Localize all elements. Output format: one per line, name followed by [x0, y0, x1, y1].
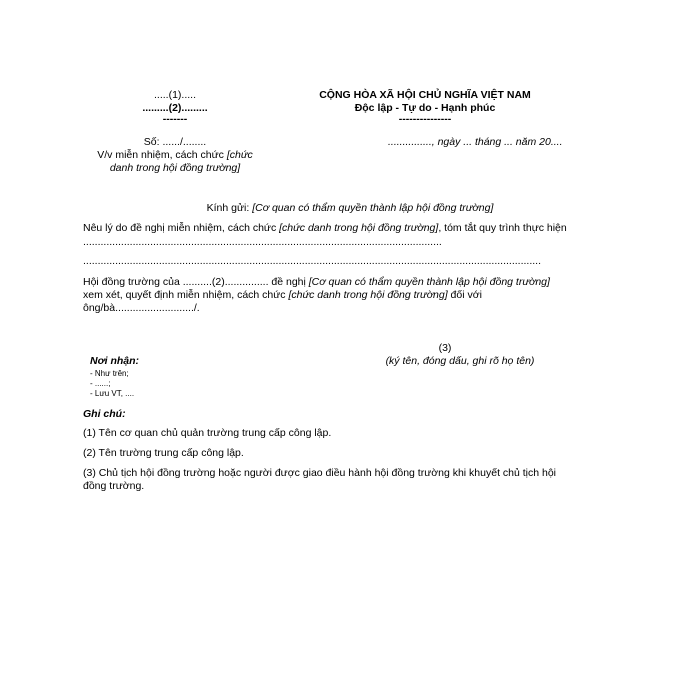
subject-italic: [chức	[226, 149, 253, 161]
recipient-line	[80, 202, 620, 215]
recipient-value: [Cơ quan có thẩm quyền thành lập hội đồng trường]	[252, 202, 494, 214]
reason-summary: , tóm tắt quy trình thực hiện	[438, 222, 567, 234]
document-number: Số: ....../........	[143, 136, 207, 148]
request-text: Hội đồng trường của ..........(2)............... đề nghị	[83, 276, 309, 288]
subject-plain: V/v miễn nhiệm, cách chức	[97, 149, 227, 161]
recipient-item: - Lưu VT, ....	[90, 389, 135, 398]
motto: Độc lập - Tự do - Hạnh phúc	[354, 102, 496, 114]
school-line: .........(2).........	[142, 102, 208, 114]
right-rule: ---------------	[398, 113, 452, 125]
request-line-3: ông/bà.........................../.	[83, 302, 200, 314]
recipient-label: Kính gửi:	[206, 202, 253, 214]
subject-line-1	[80, 149, 270, 162]
subject-line-2: danh trong hội đồng trường]	[109, 162, 241, 174]
request-line-1	[83, 276, 550, 289]
reason-line-1	[83, 222, 567, 235]
country-name: CỘNG HÒA XÃ HỘI CHỦ NGHĨA VIỆT NAM	[319, 89, 531, 101]
recipient-item: - ......;	[90, 379, 111, 388]
request-authority: [Cơ quan có thẩm quyền thành lập hội đồng trường]	[308, 276, 550, 288]
request-for: đối với	[447, 289, 482, 301]
reason-position: [chức danh trong hội đồng trường]	[279, 222, 439, 234]
request-review: xem xét, quyết định miễn nhiệm, cách chức	[83, 289, 289, 301]
left-rule: -------	[162, 113, 188, 125]
note-1: (1) Tên cơ quan chủ quản trường trung cấp công lập.	[83, 427, 332, 439]
reason-text: Nêu lý do đề nghị miễn nhiệm, cách chức	[83, 222, 280, 234]
reason-line-3: .............................................................................................................................................................	[83, 255, 542, 267]
reason-line-2: ...........................................................................................................................	[83, 236, 442, 248]
note-3-line-1: (3) Chủ tịch hội đồng trường hoặc người được giao điều hành hội đồng trường khi khuyết chủ tịch hội	[83, 467, 557, 479]
note-2: (2) Tên trường trung cấp công lập.	[83, 447, 244, 459]
request-position: [chức danh trong hội đồng trường]	[288, 289, 448, 301]
signature-instruction: (ký tên, đóng dấu, ghi rõ họ tên)	[385, 355, 535, 367]
signer-number: (3)	[438, 342, 452, 354]
note-3-line-2: đồng trường.	[83, 480, 145, 492]
recipients-title: Nơi nhận:	[90, 355, 140, 367]
date-line: ..............., ngày ... tháng ... năm 20....	[388, 136, 563, 148]
recipient-item: - Như trên;	[90, 369, 129, 378]
notes-title: Ghi chú:	[83, 408, 126, 420]
agency-line: .....(1).....	[153, 89, 196, 101]
request-line-2	[83, 289, 482, 302]
